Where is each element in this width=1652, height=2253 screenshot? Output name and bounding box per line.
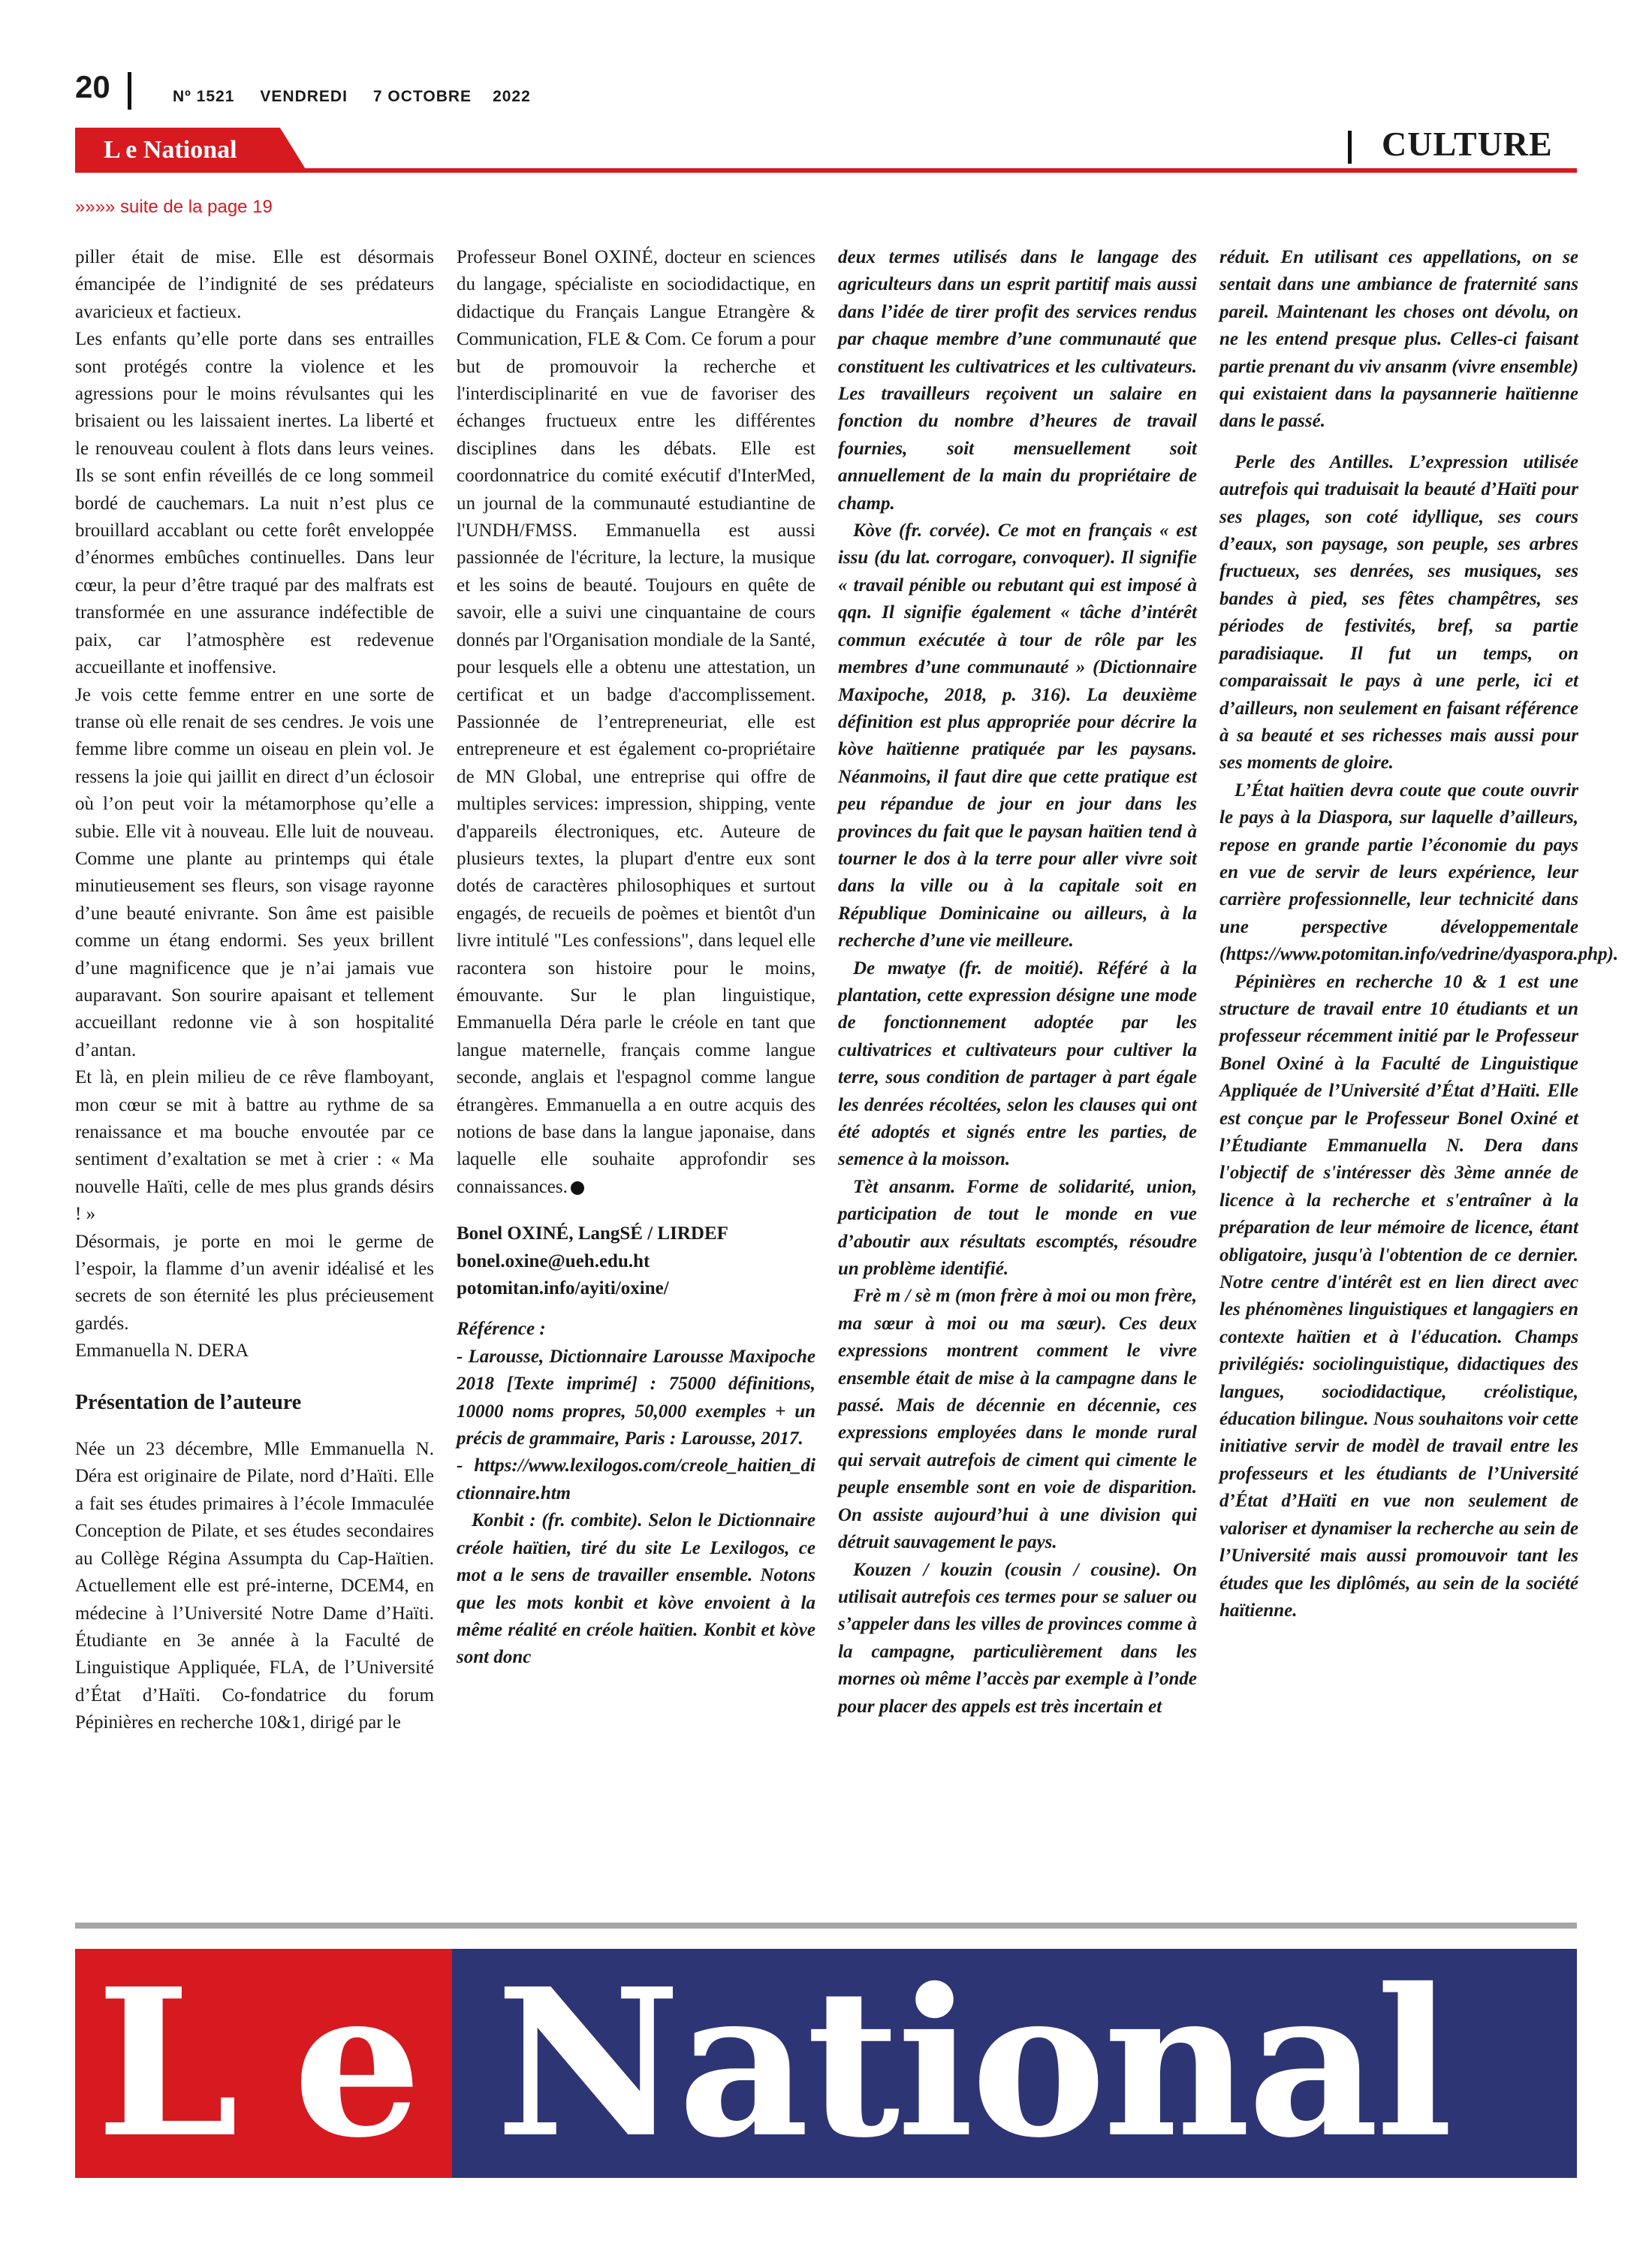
page-number-divider: [128, 72, 131, 110]
paragraph: Perle des Antilles. L’expression utilisée autrefois qui traduisait la beauté d’Haïti pour ses plages, son coté idyllique, ses cours d’eaux, son paysage, son peuple, ses arbres fructueux, ses denrées, ses musiques, ses bandes à pied, ses fêtes champêtres, ses périodes de festivités, bref, sa partie paradisiaque. Il fut un temps, on comparaissait le pays à une perle, ici et d’ailleurs, non seulement en faisant référence à sa beauté et ses richesses mais aussi pour ses moments de gloire.: [1219, 451, 1578, 774]
logo-letter-l: L: [96, 1944, 239, 2182]
paragraph: De mwatye (fr. de moitié). Référé à la plantation, cette expression désigne une mode de fonctionnement adoptée par les cultivatrices et cultivateurs pour cultiver la terre, sous condition de partager à part égale les denrées récoltées, selon les clauses qui ont été adoptés et signés entre les parties, de semence à la moisson.: [838, 958, 1197, 1170]
paragraph: Désormais, je porte en moi le germe de l’espoir, la flamme d’un avenir idéalisé et les secrets de son éternité les plus précieusement gardés.: [75, 1231, 434, 1334]
issue-year: 2022: [493, 88, 531, 105]
issue-number: Nº 1521: [173, 88, 235, 105]
paragraph: Konbit : (fr. combite). Selon le Dictionnaire créole haïtien, tiré du site Le Lexilogos, ce mot a le sens de travailler ensemble. Notons que les mots konbit et kòve envoient à la même réalité en créole haïtien. Konbit et kòve sont donc: [457, 1510, 815, 1668]
signature-email: bonel.oxine@ueh.edu.ht: [457, 1250, 650, 1271]
reference-item: - https://www.lexilogos.com/creole_haitien_dictionnaire.htm: [457, 1455, 815, 1504]
paragraph: piller était de mise. Elle est désormais émancipée de l’indignité de ses prédateurs avaricieux et factieux.: [75, 247, 434, 322]
paragraph-text: Professeur Bonel OXINÉ, docteur en sciences du langage, spécialiste en sociodidactique, en didactique du Français Langue Etrangère & Communication, FLE & Com. Ce forum a pour but de promouvoir la recherche et l'interdisciplinarité en vue de favoriser des échanges fructueux entre les différentes disciplines dans les débats. Elle est coordonnatrice du comité exécutif d'InterMed, un journal de la communauté estudiantine de l'UNDH/FMSS. Emmanuella est aussi passionnée de l'écriture, la lecture, la musique et les soins de beauté. Toujours en quête de savoir, elle a suivi une cinquantaine de cours donnés par l'Organisation mondiale de la Santé, pour lesquels elle a obtenu une attestation, un certificat et un badge d'accomplissement. Passionnée de l’entrepreneuriat, elle est entrepreneure et est également co-propriétaire de MN Global, une entreprise qui offre de multiples services: impression, shipping, vente d'appareils électroniques, etc. Auteure de plusieurs textes, la plupart d'entre eux sont dotés de caractères philosophiques et surtout engagés, de recueils de poèmes et bientôt d'un livre intitulé "Les confessions", dans lequel elle racontera son histoire pour le moins, émouvante. Sur le plan linguistique, Emmanuella Déra parle le créole en tant que langue maternelle, français comme langue seconde, anglais et l'espagnol comme langue étrangères. Emmanuella a en outre acquis des notions de base dans la langue japonaise, dans laquelle elle souhaite approfondir ses connaissances.: [457, 247, 815, 1197]
continued-from: »»»» suite de la page 19: [75, 197, 273, 217]
end-mark-icon: [571, 1181, 584, 1195]
masthead-title: L e National: [104, 136, 237, 164]
section-divider: [1348, 131, 1352, 164]
paragraph: Kòve (fr. corvée). Ce mot en français « est issu (du lat. corrogare, convoquer). Il signifie « travail pénible ou rebutant qui est imposé à qqn. Il signifie également « tâche d’intérêt commun exécutée à tour de rôle par les membres d’une communauté » (Dictionnaire Maxipoche, 2018, p. 316). La deuxième définition est plus appropriée pour décrire la kòve haïtienne pratiquée par les paysans. Néanmoins, il faut dire que cette pratique est peu répandue de jour en jour dans les provinces du fait que le paysan haïtien tend à tourner le dos à la terre pour aller vivre soit dans la ville ou à la capitale soit en République Dominicaine ou ailleurs, à la recherche d’une vie meilleure.: [838, 520, 1197, 952]
paragraph: Les enfants qu’elle porte dans ses entrailles sont protégés contre la violence et les agressions pour le moins révulsantes qui les brisaient ou les laissaient inertes. La liberté et le renouveau coulent à flots dans leurs veines. Ils se sont enfin réveillés de ce long sommeil bordé de cauchemars. La nuit n’est plus ce brouillard accablant ou cette forêt enveloppée d’énormes embûches continuelles. Dans leur cœur, la peur d’être traqué par des malfrats est transformée en une assurance indéfectible de paix, car l’atmosphère est redevenue accueillante et inoffensive.: [75, 329, 434, 678]
section-label: CULTURE: [1382, 125, 1553, 163]
article-column-1: [75, 244, 434, 1737]
paragraph: L’État haïtien devra coute que coute ouvrir le pays à la Diaspora, sur laquelle d’ailleurs, repose en grande partie l’économie du pays en vue de servir de leurs expérience, leur carrière professionnelle, leur technicité dans une perspective développementale (https://www.potomitan.info/vedrine/dyaspora.php).: [1219, 780, 1619, 965]
article-column-3: [838, 244, 1197, 1721]
paragraph: deux termes utilisés dans le langage des agriculteurs dans un esprit partitif mais aussi dans l’idée de tirer profit des services rendus par chaque membre d’une communauté que constituent les cultivatrices et les cultivateurs. Les travailleurs reçoivent un salaire en fonction du nombre d’heures de travail fournies, soit mensuellement soit annuellement de la main du propriétaire de champ.: [838, 247, 1197, 514]
paragraph: Frè m / sè m (mon frère à moi ou mon frère, ma sœur à moi ou ma sœur). Ces deux expressions montrent comment le vivre ensemble était de mise à la campagne dans le passé. Mais de décennie en décennie, ces expressions employées dans le monde rural qui servait autrefois de ciment qui cimente le peuple ensemble sont en voie de disparition. On assiste aujourd’hui à une division qui détruit sauvagement le pays.: [838, 1286, 1197, 1553]
issue-weekday: VENDREDI: [260, 88, 348, 105]
bio-heading: Présentation de l’auteure: [75, 1390, 302, 1414]
page-number: 20: [75, 69, 110, 104]
signature-site: potomitan.info/ayiti/oxine/: [457, 1278, 669, 1299]
paragraph: réduit. En utilisant ces appellations, on se sentait dans une ambiance de fraternité sans pareil. Maintenant les choses ont dévolu, on ne les entend presque plus. Celles-ci faisant partie prenant du viv ansanm (vivre ensemble) qui existaient dans la paysannerie haïtienne dans le passé.: [1219, 247, 1578, 432]
reference-item: - Larousse, Dictionnaire Larousse Maxipoche 2018 [Texte imprimé] : 75000 définitions, 10000 noms propres, 50,000 exemples + un précis de grammaire, Paris : Larousse, 2017.: [457, 1346, 815, 1449]
paragraph: Kouzen / kouzin (cousin / cousine). On utilisait autrefois ces termes pour se saluer ou s’appeler dans les villes de provinces comme à la campagne, particulièrement dans les mornes où même l’accès par exemple à l’onde pour placer des appels est très incertain et: [838, 1559, 1197, 1717]
logo-word-national: National: [496, 1944, 1450, 2182]
paragraph: [457, 244, 815, 1201]
author-name: Emmanuella N. DERA: [75, 1341, 249, 1362]
footer-rule: [75, 1923, 1577, 1929]
signature-name: Bonel OXINÉ, LangSÉ / LIRDEF: [457, 1223, 728, 1244]
issue-line: [173, 88, 556, 106]
paragraph: Je vois cette femme entrer en une sorte de transe où elle renait de ses cendres. Je vois une femme libre comme un oiseau en plein vol. Je ressens la joie qui jaillit en direct d’un éclosoir où l’on peut voir la métamorphose qu’elle a subie. Elle vit à nouveau. Elle luit de nouveau. Comme une plante au printemps qui étale minutieusement ses fleurs, son visage rayonne d’une beauté enivrante. Son âme est paisible comme un étang endormi. Ses yeux brillent d’une magnificence que je n’ai jamais vue auparavant. Son sourire apaisant et tellement accueillant redonne vie à son hospitalité d’antan.: [75, 684, 434, 1060]
paragraph: Tèt ansanm. Forme de solidarité, union, participation de tout le monde en vue d’aboutir aux résultats escomptés, résoudre un problème identifié.: [838, 1176, 1197, 1280]
references-heading: Référence :: [457, 1319, 546, 1340]
paragraph: Née un 23 décembre, Mlle Emmanuella N. Déra est originaire de Pilate, nord d’Haïti. Elle a fait ses études primaires à l’école Immaculée Conception de Pilate, et ses études secondaires au Collège Régina Assumpta du Cap-Haïtien. Actuellement elle est pré-interne, DCEM4, en médecine à l’Université Notre Dame d’Haïti. Étudiante en 3e année à la Faculté de Linguistique Appliquée, FLA, de l’Université d’État d’Haïti. Co-fondatrice du forum Pépinières en recherche 10&1, dirigé par le: [75, 1439, 434, 1733]
paragraph: Pépinières en recherche 10 & 1 est une structure de travail entre 10 étudiants et un professeur récemment initié par le Professeur Bonel Oxiné à la Faculté de Linguistique Appliquée de l’Université d’État d’Haïti. Elle est conçue par le Professeur Bonel Oxiné et l’Étudiante Emmanuella N. Dera dans l'objectif de s'intéresser dès 3ème année de licence à la recherche et s'entraîner à la préparation de leur mémoire de licence, étant obligatoire, jusqu'à l'obtention de ce dernier. Notre centre d'intérêt est en lien direct avec les phénomènes linguistiques et langagiers en contexte haïtien et à l'éducation. Champs privilégiés: sociolinguistique, didactiques des langues, sociodidactique, créolistique, éducation bilingue. Nous souhaitons voir cette initiative servir de modèl de travail entre les professeurs et les étudiants de l’Université d’État d’Haïti en vue non seulement de valoriser et dynamiser la recherche au sein de l’Université mais aussi promouvoir tant les études que les diplômés, au sein de la société haïtienne.: [1219, 971, 1578, 1621]
logo-letter-e: e: [293, 1944, 422, 2182]
header-rule: [75, 168, 1577, 173]
article-column-2: [457, 244, 815, 1672]
issue-date: 7 OCTOBRE: [372, 88, 472, 105]
article-column-4: [1219, 244, 1619, 1624]
paragraph: Et là, en plein milieu de ce rêve flamboyant, mon cœur se mit à battre au rythme de sa renaissance et ma bouche envoutée par ce sentiment d’exaltation se met à crier : « Ma nouvelle Haïti, celle de mes plus grands désirs ! »: [75, 1067, 434, 1225]
